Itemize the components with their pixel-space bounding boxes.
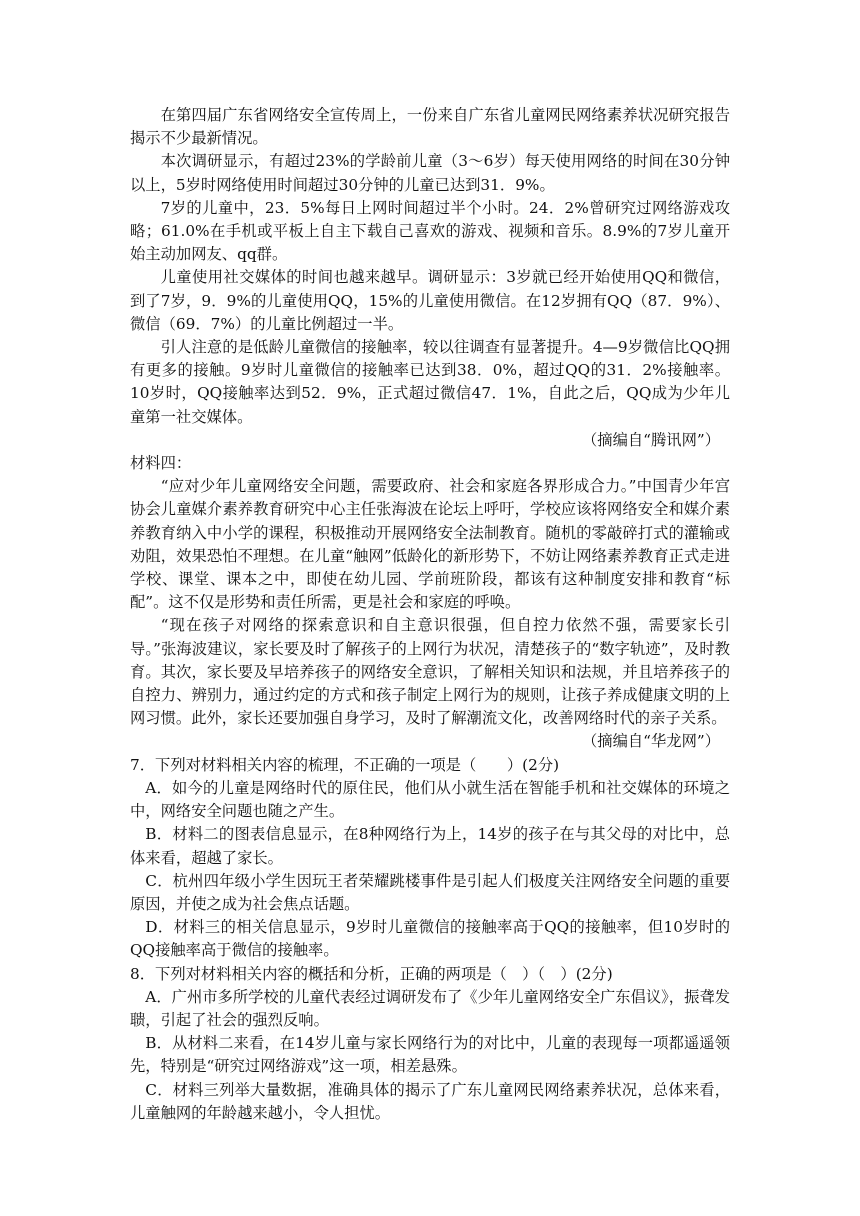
- answer-option: C．杭州四年级小学生因玩王者荣耀跳楼事件是引起人们极度关注网络安全问题的重要原因，并使之成为社会焦点话题。: [130, 871, 730, 913]
- answer-option: B．从材料二来看，在14岁儿童与家长网络行为的对比中，儿童的表现每一项都遥遥领先，特别是“研究过网络游戏”这一项，相差悬殊。: [130, 1034, 730, 1076]
- answer-option: A．广州市多所学校的儿童代表经过调研发布了《少年儿童网络安全广东倡议》，振聋发聩，引起了社会的强烈反响。: [130, 987, 730, 1029]
- question-8: [130, 963, 730, 1125]
- material-four: [130, 452, 730, 754]
- question-7: [130, 754, 730, 963]
- paragraph: “现在孩子对网络的探索意识和自主意识很强，但自控力依然不强，需要家长引导。”张海波建议，家长要及时了解孩子的上网行为状况，清楚孩子的“数字轨迹”，及时教育。其次，家长要及早培养孩子的网络安全意识，了解相关知识和法规，并且培养孩子的自控力、辨别力，通过约定的方式和孩子制定上网行为的规则，让孩子养成健康文明的上网习惯。此外，家长还要加强自身学习，及时了解潮流文化，改善网络时代的亲子关系。: [130, 616, 730, 728]
- question-stem: 7．下列对材料相关内容的梳理，不正确的一项是（ ）(2分): [130, 755, 560, 774]
- answer-option: D．材料三的相关信息显示，9岁时儿童微信的接触率高于QQ的接触率，但10岁时的QQ接触率高于微信的接触率。: [130, 918, 730, 960]
- paragraph: 儿童使用社交媒体的时间也越来越早。调研显示：3岁就已经开始使用QQ和微信，到了7岁，9．9%的儿童使用QQ，15%的儿童使用微信。在12岁拥有QQ（87．9%）、微信（69．7%）的儿童比例超过一半。: [130, 268, 730, 333]
- answer-option: C．材料三列举大量数据，准确具体的揭示了广东儿童网民网络素养状况，总体来看，儿童触网的年龄越来越小，令人担忧。: [130, 1080, 730, 1122]
- paragraph: 7岁的儿童中，23．5%每日上网时间超过半个小时。24．2%曾研究过网络游戏攻略；61.0%在手机或平板上自主下载自己喜欢的游戏、视频和音乐。8.9%的7岁儿童开始主动加网友、qq群。: [130, 198, 730, 264]
- section-heading: 材料四：: [130, 454, 192, 473]
- paragraph: 在第四届广东省网络安全宣传周上，一份来自广东省儿童网民网络素养状况研究报告揭示不少最新情况。: [130, 106, 730, 148]
- paragraph: “应对少年儿童网络安全问题，需要政府、社会和家庭各界形成合力。”中国青少年宫协会儿童媒介素养教育研究中心主任张海波在论坛上呼吁，学校应该将网络安全和媒介素养教育纳入中小学的课程，积极推动开展网络安全法制教育。随机的零敲碎打式的灌输或劝阻，效果恐怕不理想。在儿童“触网”低龄化的新形势下，不妨让网络素养教育正式走进学校、课堂、课本之中，即使在幼儿园、学前班阶段，都该有这种制度安排和教育“标配”。这不仅是形势和责任所需，更是社会和家庭的呼唤。: [130, 477, 730, 612]
- document-page: [130, 104, 730, 1125]
- question-stem: 8．下列对材料相关内容的概括和分析，正确的两项是（ ）（ ）(2分): [130, 964, 613, 983]
- paragraph: 引人注意的是低龄儿童微信的接触率，较以往调查有显著提升。4—9岁微信比QQ拥有更多的接触。9岁时儿童微信的接触率已达到38．0%，超过QQ的31．2%接触率。10岁时，QQ接触率达到52．9%，正式超过微信47．1%，自此之后，QQ成为少年儿童第一社交媒体。: [130, 338, 730, 426]
- source-citation: （摘编自“华龙网”）: [581, 732, 720, 751]
- source-citation: （摘编自“腾讯网”）: [581, 430, 720, 449]
- answer-option: A．如今的儿童是网络时代的原住民，他们从小就生活在智能手机和社交媒体的环境之中，网络安全问题也随之产生。: [130, 778, 730, 821]
- answer-option: B．材料二的图表信息显示，在8种网络行为上，14岁的孩子在与其父母的对比中，总体来看，超越了家长。: [130, 825, 730, 867]
- paragraph: 本次调研显示，有超过23%的学龄前儿童（3～6岁）每天使用网络的时间在30分钟以上，5岁时网络使用时间超过30分钟的儿童已达到31．9%。: [130, 152, 730, 194]
- material-three: [130, 104, 730, 452]
